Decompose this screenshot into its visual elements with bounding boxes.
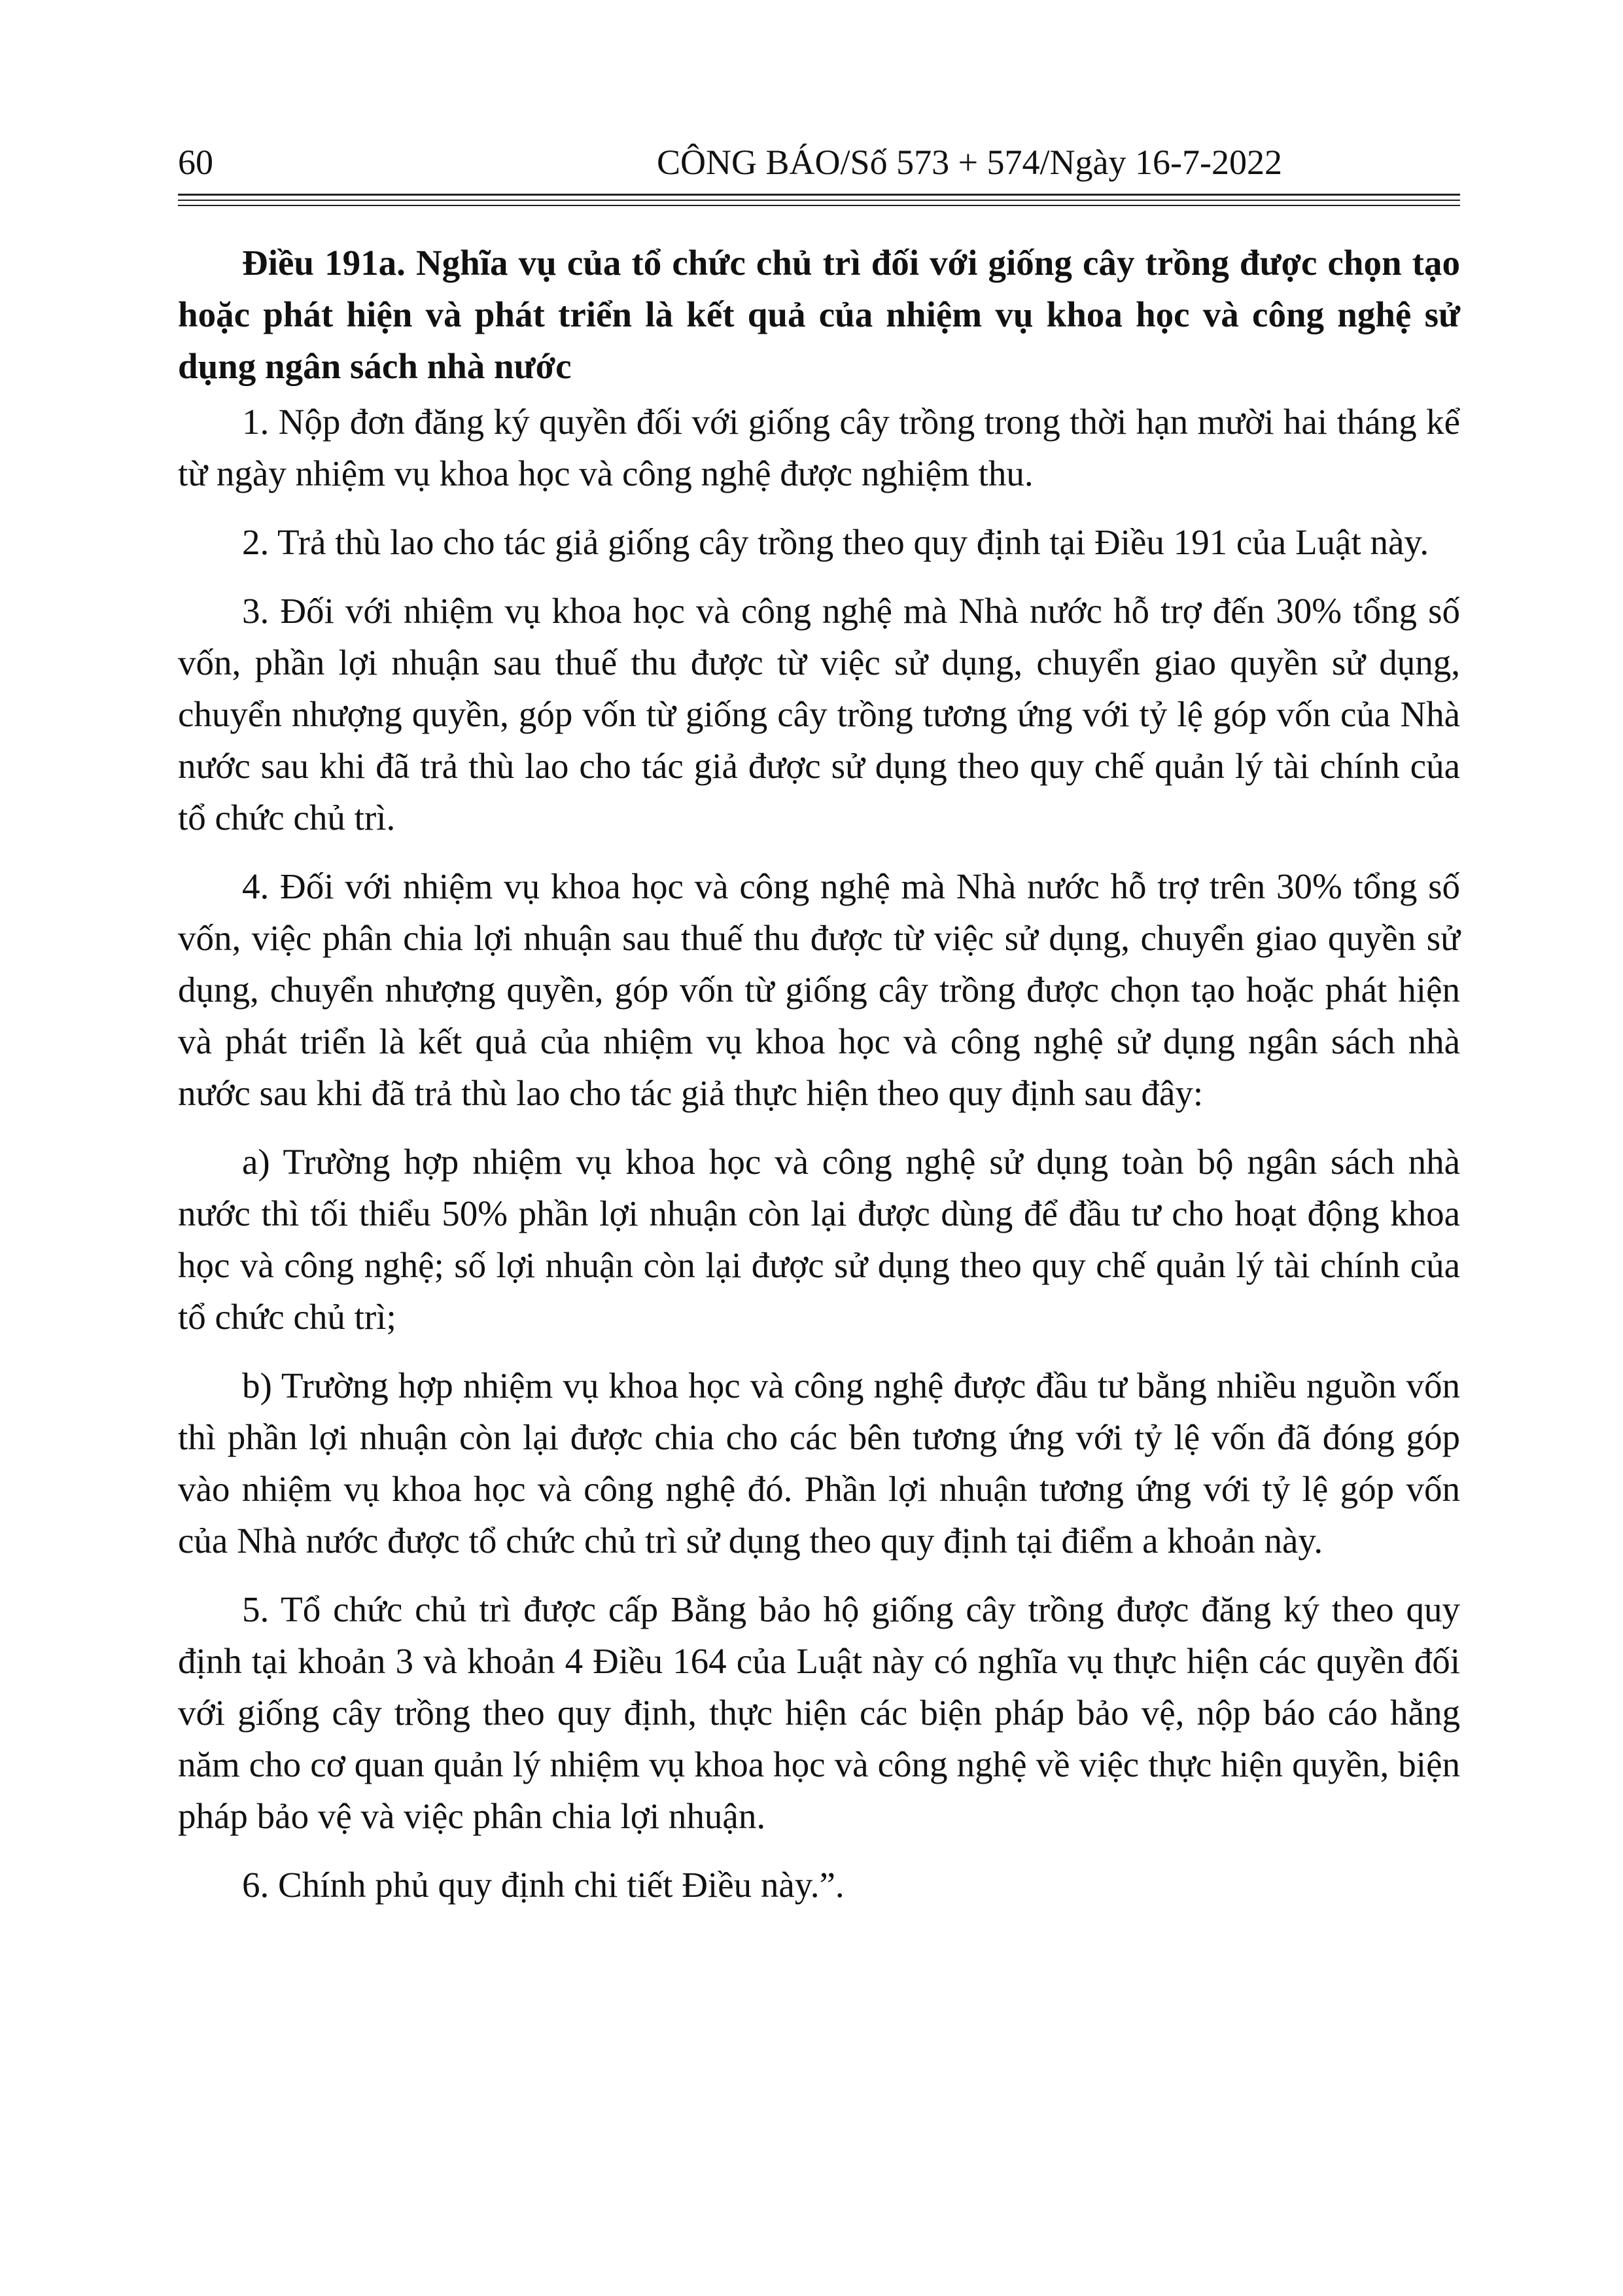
paragraph-4b: b) Trường hợp nhiệm vụ khoa học và công nghệ được đầu tư bằng nhiều nguồn vốn thì phần lợi nhuận còn lại được chia cho các bên tương ứng với tỷ lệ vốn đã đóng góp vào nhiệm vụ khoa học và công nghệ đó. Phần lợi nhuận tương ứng với tỷ lệ góp vốn của Nhà nước được tổ chức chủ trì sử dụng theo quy định tại điểm a khoản này. — [178, 1366, 1460, 1561]
document-body — [178, 237, 1460, 1928]
header-rule-middle — [178, 200, 1460, 201]
article-heading: Điều 191a. Nghĩa vụ của tổ chức chủ trì đối với giống cây trồng được chọn tạo hoặc phát hiện và phát triển là kết quả của nhiệm vụ khoa học và công nghệ sử dụng ngân sách nhà nước — [178, 243, 1460, 386]
paragraph-2: 2. Trả thù lao cho tác giả giống cây trồng theo quy định tại Điều 191 của Luật này. — [242, 522, 1429, 562]
paragraph-6: 6. Chính phủ quy định chi tiết Điều này.”. — [242, 1865, 845, 1905]
paragraph-5: 5. Tổ chức chủ trì được cấp Bằng bảo hộ giống cây trồng được đăng ký theo quy định tại khoản 3 và khoản 4 Điều 164 của Luật này có nghĩa vụ thực hiện các quyền đối với giống cây trồng theo quy định, thực hiện các biện pháp bảo vệ, nộp báo cáo hằng năm cho cơ quan quản lý nhiệm vụ khoa học và công nghệ về việc thực hiện quyền, biện pháp bảo vệ và việc phân chia lợi nhuận. — [178, 1589, 1460, 1836]
paragraph-4a: a) Trường hợp nhiệm vụ khoa học và công nghệ sử dụng toàn bộ ngân sách nhà nước thì tối thiểu 50% phần lợi nhuận còn lại được dùng để đầu tư cho hoạt động khoa học và công nghệ; số lợi nhuận còn lại được sử dụng theo quy chế quản lý tài chính của tổ chức chủ trì; — [178, 1142, 1460, 1337]
page-header — [178, 136, 1460, 188]
gazette-title: CÔNG BÁO/Số 573 + 574/Ngày 16-7-2022 — [657, 143, 1282, 182]
paragraph-4: 4. Đối với nhiệm vụ khoa học và công nghệ mà Nhà nước hỗ trợ trên 30% tổng số vốn, việc phân chia lợi nhuận sau thuế thu được từ việc sử dụng, chuyển giao quyền sử dụng, chuyển nhượng quyền, góp vốn từ giống cây trồng được chọn tạo hoặc phát hiện và phát triển là kết quả của nhiệm vụ khoa học và công nghệ sử dụng ngân sách nhà nước sau khi đã trả thù lao cho tác giả thực hiện theo quy định sau đây: — [178, 866, 1460, 1113]
header-rule-top — [178, 194, 1460, 196]
header-rule-bottom — [178, 205, 1460, 206]
paragraph-1: 1. Nộp đơn đăng ký quyền đối với giống cây trồng trong thời hạn mười hai tháng kể từ ngày nhiệm vụ khoa học và công nghệ được nghiệm thu. — [178, 402, 1460, 493]
page-number: 60 — [178, 143, 213, 182]
paragraph-3: 3. Đối với nhiệm vụ khoa học và công nghệ mà Nhà nước hỗ trợ đến 30% tổng số vốn, phần lợi nhuận sau thuế thu được từ việc sử dụng, chuyển giao quyền sử dụng, chuyển nhượng quyền, góp vốn từ giống cây trồng tương ứng với tỷ lệ góp vốn của Nhà nước sau khi đã trả thù lao cho tác giả được sử dụng theo quy chế quản lý tài chính của tổ chức chủ trì. — [178, 591, 1460, 838]
